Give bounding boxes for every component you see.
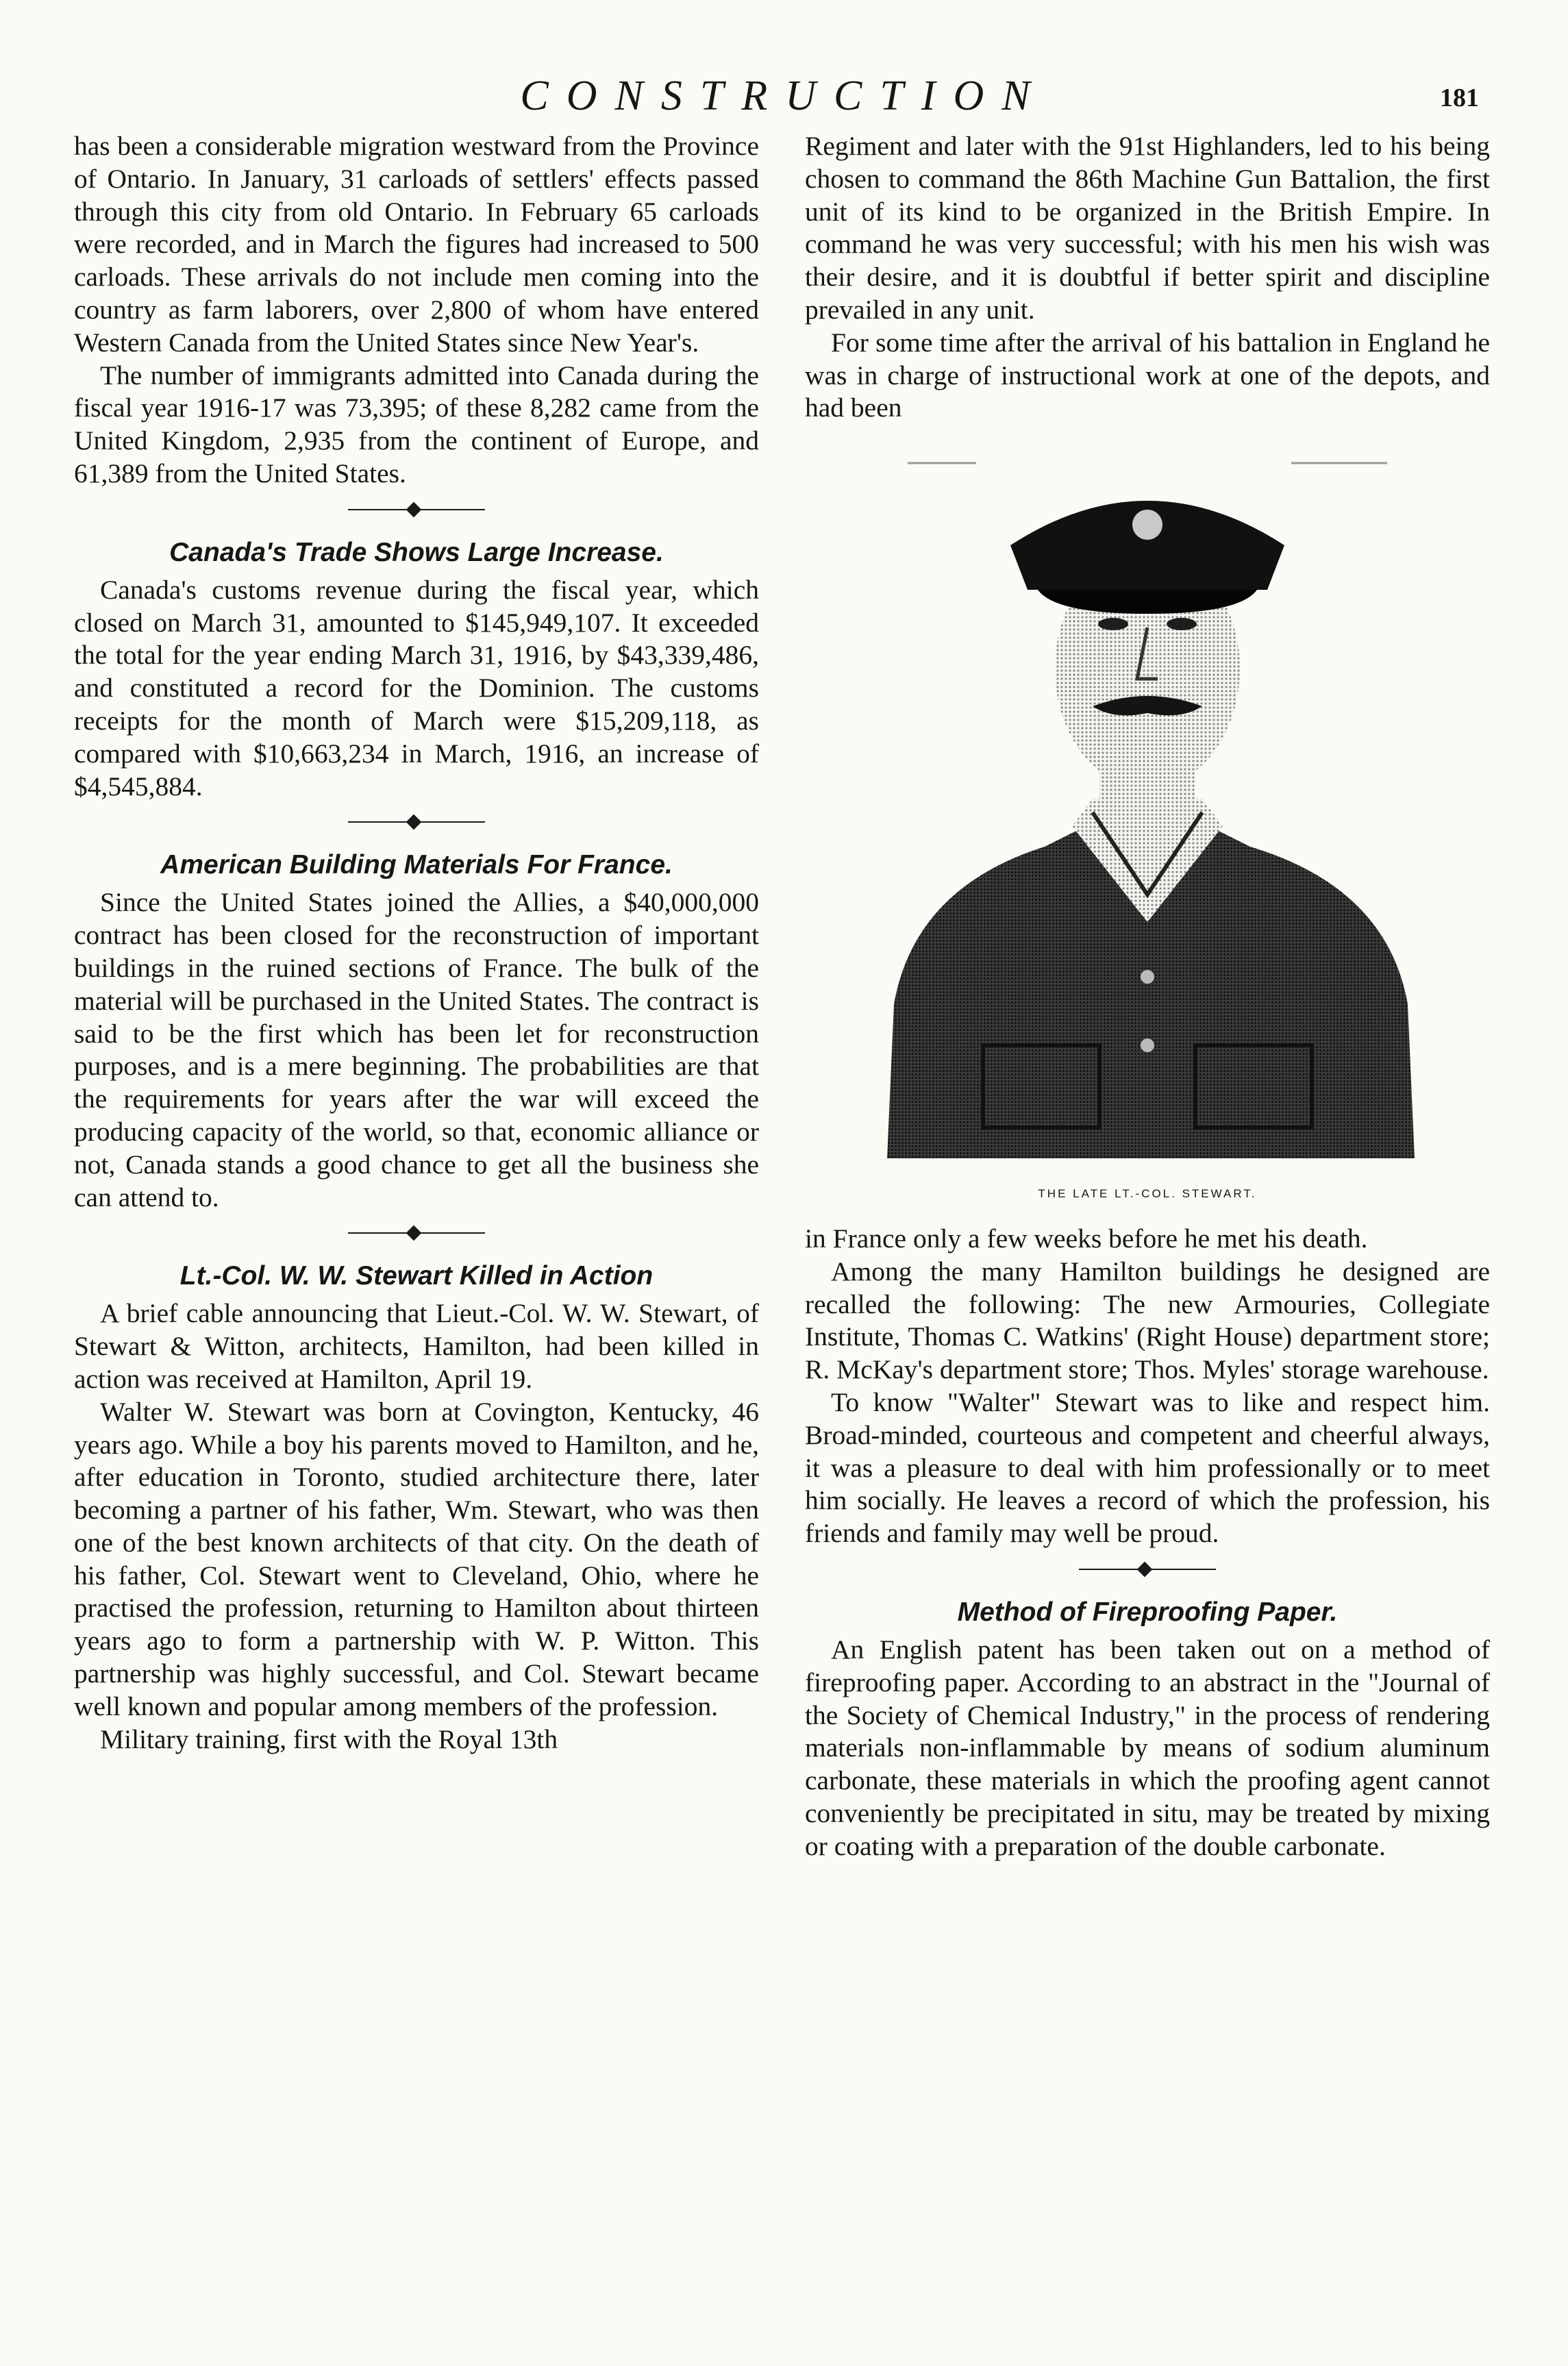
portrait-figure <box>849 443 1445 1210</box>
stewart-cont-paragraph-2: For some time after the arrival of his battalion in England he was in charge of instructional work at one of the depots, and had been <box>805 327 1490 423</box>
page-header <box>0 69 1568 123</box>
portrait-image <box>867 443 1428 1172</box>
left-column <box>74 130 759 1756</box>
section-divider <box>1079 1561 1216 1578</box>
running-title: CONSTRUCTION <box>520 73 1048 119</box>
stewart-cont-paragraph-1: Regiment and later with the 91st Highlanders, led to his being chosen to command the 86th Machine Gun Battalion, the first unit of its kind to be organized in the British Empire. In command he was very successful; with his men his wish was their desire, and it is doubtful if better spirit and discipline prevailed in any unit. <box>805 131 1490 325</box>
migration-paragraph-2: The number of immigrants admitted into Canada during the fiscal year 1916-17 was 73,395; of these 8,282 came from the United Kingdom, 2,935 from the continent of Europe, and 61,389 from the United States. <box>74 360 759 488</box>
materials-paragraph: Since the United States joined the Allies, a $40,000,000 contract has been closed for the reconstruction of important buildings in the ruined sections of France. The bulk of the material will be purchased in the United States. The contract is said to be the first which has been let for reconstruction purposes, and is a mere beginning. The probabilities are that the requirements for years after the war will exceed the producing capacity of the world, so that, economic alliance or not, Canada stands a good chance to get all the business she can attend to. <box>74 887 759 1212</box>
stewart-cont-paragraph-3: in France only a few weeks before he met his death. <box>805 1223 1368 1254</box>
stewart-cont-paragraph-5: To know "Walter" Stewart was to like and respect him. Broad-minded, courteous and competent and cheerful always, it was a pleasure to deal with him professionally or to meet him socially. He leaves a record of which the profession, his friends and family may well be proud. <box>805 1386 1490 1549</box>
trade-section-title: Canada's Trade Shows Large Increase. <box>169 537 664 567</box>
materials-section-title: American Building Materials For France. <box>160 850 673 880</box>
stewart-paragraph-2: Walter W. Stewart was born at Covington, Kentucky, 46 years ago. While a boy his parents moved to Hamilton, and he, after education in Toronto, studied architecture there, later becoming a partner of his father, Wm. Stewart, who was then one of the best known architects of that city. On the death of his father, Col. Stewart went to Cleveland, Ohio, where he practised the profession, returning to Hamilton about thirteen years ago to form a partnership with W. P. Witton. This partnership was highly successful, and Col. Stewart became well known and popular among members of the profession. <box>74 1396 759 1721</box>
section-divider <box>348 501 485 518</box>
fireproofing-paragraph: An English patent has been taken out on a method of fireproofing paper. According to an abstract in the "Journal of the Society of Chemical Industry," in the process of rendering materials non-inflammable by means of sodium aluminum carbonate, these materials in which the proofing agent cannot conveniently be precipitated in situ, may be treated by mixing or coating with a preparation of the double carbonate. <box>805 1634 1490 1861</box>
stewart-paragraph-1: A brief cable announcing that Lieut.-Col. W. W. Stewart, of Stewart & Witton, architects, Hamilton, had been killed in action was received at Hamilton, April 19. <box>74 1298 759 1394</box>
stewart-section-title: Lt.-Col. W. W. Stewart Killed in Action <box>179 1261 654 1291</box>
right-column <box>805 130 1490 1863</box>
fireproofing-section-title: Method of Fireproofing Paper. <box>957 1597 1338 1627</box>
portrait-caption: THE LATE LT.-COL. STEWART. <box>1038 1187 1257 1201</box>
section-divider <box>348 1225 485 1241</box>
stewart-cont-paragraph-4: Among the many Hamilton buildings he designed are recalled the following: The new Armouries, Collegiate Institute, Thomas C. Watkins' (Right House) department store; R. McKay's department store; Thos. Myles' storage warehouse. <box>805 1256 1490 1385</box>
trade-paragraph: Canada's customs revenue during the fiscal year, which closed on March 31, amounted to $145,949,107. It exceeded the total for the year ending March 31, 1916, by $43,339,486, and constituted a record for the Dominion. The customs receipts for the month of March were $15,209,118, as compared with $10,663,234 in March, 1916, an increase of $4,545,884. <box>74 574 759 801</box>
migration-paragraph-1: has been a considerable migration westward from the Province of Ontario. In January, 31 carloads of settlers' effects passed through this city from old Ontario. In February 65 carloads were recorded, and in March the figures had increased to 500 carloads. These arrivals do not include men coming into the country as farm laborers, over 2,800 of whom have entered Western Canada from the United States since New Year's. <box>74 131 759 358</box>
page-number: 181 <box>1440 84 1479 112</box>
stewart-paragraph-3: Military training, first with the Royal 13th <box>100 1723 558 1754</box>
section-divider <box>348 814 485 830</box>
